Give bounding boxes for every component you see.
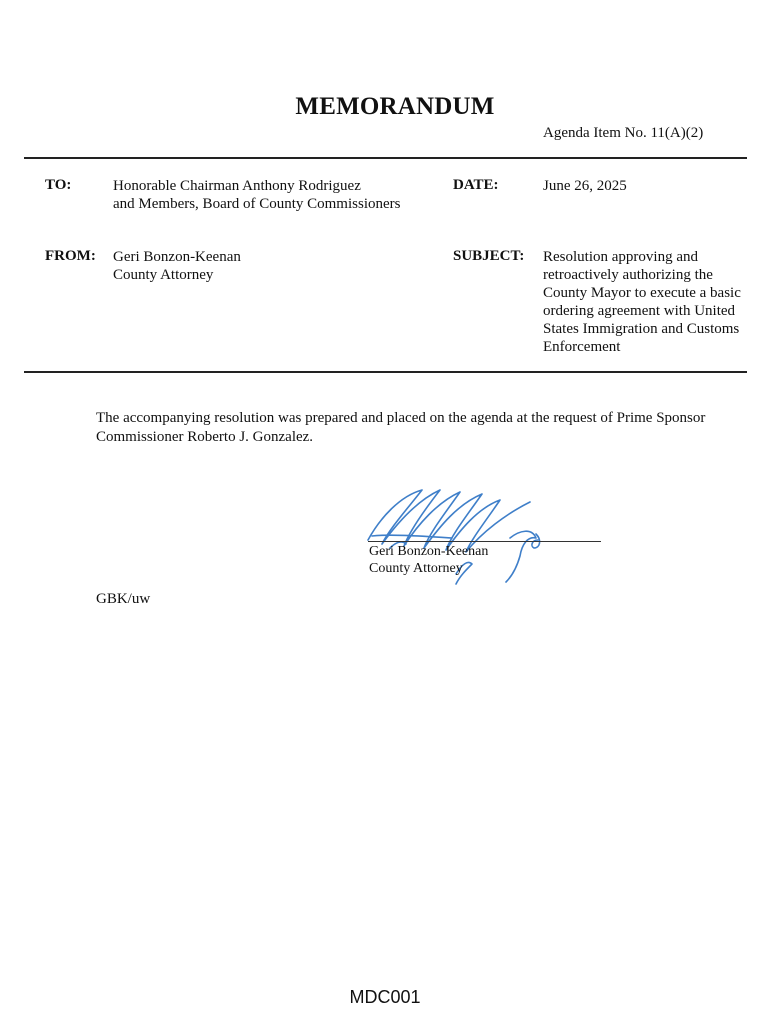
signature-name: Geri Bonzon-Keenan — [369, 544, 489, 559]
body-line-2: Commissioner Roberto J. Gonzalez. — [96, 429, 314, 445]
from-line-1: Geri Bonzon-Keenan — [113, 249, 241, 265]
subject-line-2: retroactively authorizing the — [543, 267, 713, 283]
memo-title: MEMORANDUM — [295, 93, 495, 120]
author-initials: GBK/uw — [96, 591, 151, 607]
body-line-1: The accompanying resolution was prepared and placed on the agenda at the request of Prime Sponsor — [96, 410, 706, 426]
header-bottom-rule — [24, 371, 747, 373]
date-value: June 26, 2025 — [543, 178, 627, 194]
to-line-1: Honorable Chairman Anthony Rodriguez — [113, 178, 361, 194]
to-recipient — [113, 177, 400, 213]
memo-body — [96, 409, 736, 447]
footer-code: MDC001 — [349, 987, 421, 1007]
from-line-2: County Attorney — [113, 267, 214, 283]
header-top-rule — [24, 157, 747, 159]
subject-label: SUBJECT: — [453, 248, 525, 264]
date-label: DATE: — [453, 177, 499, 193]
agenda-item-number: Agenda Item No. 11(A)(2) — [543, 125, 704, 141]
subject-value — [543, 248, 758, 356]
signature-title: County Attorney — [369, 561, 463, 576]
subject-line-6: Enforcement — [543, 339, 621, 355]
signature-line — [368, 541, 601, 542]
to-label: TO: — [45, 177, 72, 193]
subject-line-1: Resolution approving and — [543, 249, 698, 265]
subject-line-3: County Mayor to execute a basic — [543, 285, 741, 301]
from-label: FROM: — [45, 248, 96, 264]
subject-line-4: ordering agreement with United — [543, 303, 736, 319]
from-sender — [113, 248, 241, 284]
to-line-2: and Members, Board of County Commissioners — [113, 196, 401, 212]
subject-line-5: States Immigration and Customs — [543, 321, 740, 337]
